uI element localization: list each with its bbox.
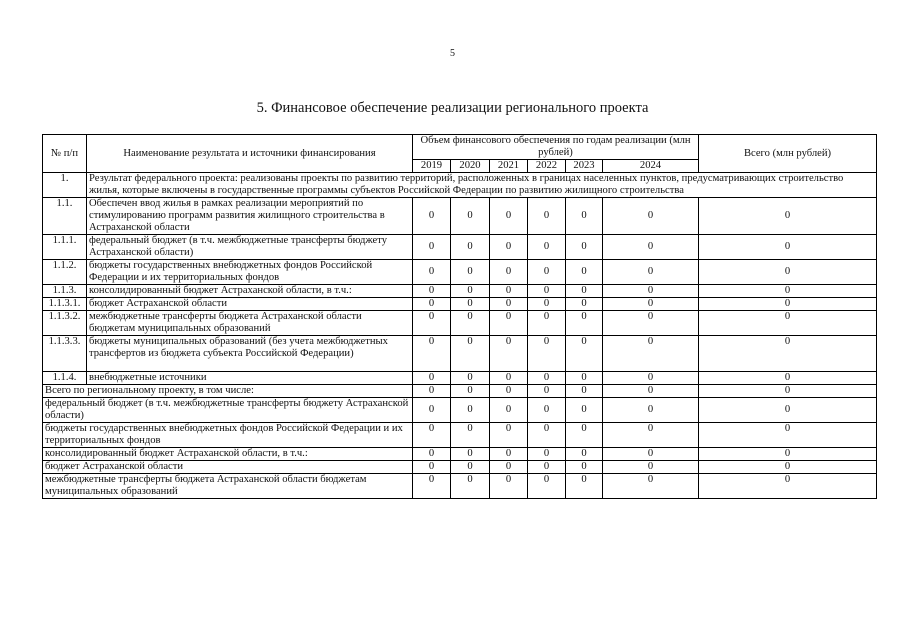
total-cell: 0 (699, 235, 877, 260)
value-cell: 0 (603, 385, 699, 398)
page-number: 5 (450, 48, 455, 59)
row-num: 1.1.3.3. (43, 336, 87, 372)
value-cell: 0 (413, 474, 451, 499)
value-cell: 0 (566, 235, 603, 260)
value-cell: 0 (490, 336, 528, 372)
header-name: Наименование результата и источники финансирования (87, 135, 413, 173)
value-cell: 0 (413, 198, 451, 235)
value-cell: 0 (413, 298, 451, 311)
summary-row (43, 461, 877, 474)
result-row (43, 173, 877, 198)
summary-row (43, 474, 877, 499)
value-cell: 0 (603, 198, 699, 235)
row-num: 1.1.3.1. (43, 298, 87, 311)
value-cell: 0 (451, 260, 490, 285)
value-cell: 0 (490, 423, 528, 448)
total-cell: 0 (699, 260, 877, 285)
value-cell: 0 (451, 198, 490, 235)
value-cell: 0 (603, 235, 699, 260)
value-cell: 0 (528, 298, 566, 311)
header-year: 2022 (528, 160, 566, 173)
value-cell: 0 (451, 398, 490, 423)
row-num: 1.1.3.2. (43, 311, 87, 336)
value-cell: 0 (566, 423, 603, 448)
value-cell: 0 (566, 285, 603, 298)
value-cell: 0 (528, 385, 566, 398)
value-cell: 0 (413, 423, 451, 448)
total-cell: 0 (699, 372, 877, 385)
summary-name: Всего по региональному проекту, в том числе: (43, 385, 413, 398)
value-cell: 0 (451, 385, 490, 398)
value-cell: 0 (413, 260, 451, 285)
value-cell: 0 (528, 311, 566, 336)
header-year: 2024 (603, 160, 699, 173)
table-row (43, 336, 877, 372)
total-cell: 0 (699, 423, 877, 448)
header-volume: Объем финансового обеспечения по годам реализации (млн рублей) (413, 135, 699, 160)
value-cell: 0 (490, 298, 528, 311)
value-cell: 0 (451, 474, 490, 499)
value-cell: 0 (413, 461, 451, 474)
value-cell: 0 (603, 461, 699, 474)
value-cell: 0 (566, 385, 603, 398)
value-cell: 0 (413, 336, 451, 372)
summary-row (43, 385, 877, 398)
value-cell: 0 (528, 398, 566, 423)
value-cell: 0 (490, 260, 528, 285)
value-cell: 0 (490, 448, 528, 461)
table-row (43, 298, 877, 311)
row-name: бюджет Астраханской области (87, 298, 413, 311)
value-cell: 0 (528, 198, 566, 235)
value-cell: 0 (451, 235, 490, 260)
value-cell: 0 (490, 372, 528, 385)
value-cell: 0 (490, 398, 528, 423)
value-cell: 0 (566, 372, 603, 385)
summary-name: межбюджетные трансферты бюджета Астраханской области бюджетам муниципальных образований (43, 474, 413, 499)
table-row (43, 235, 877, 260)
row-num: 1.1.2. (43, 260, 87, 285)
total-cell: 0 (699, 336, 877, 372)
section-title: 5. Финансовое обеспечение реализации регионального проекта (256, 100, 649, 116)
value-cell: 0 (528, 260, 566, 285)
header-num: № п/п (43, 135, 87, 173)
value-cell: 0 (413, 372, 451, 385)
total-cell: 0 (699, 448, 877, 461)
value-cell: 0 (413, 285, 451, 298)
value-cell: 0 (490, 311, 528, 336)
summary-name: федеральный бюджет (в т.ч. межбюджетные трансферты бюджету Астраханской области) (43, 398, 413, 423)
value-cell: 0 (490, 285, 528, 298)
value-cell: 0 (566, 398, 603, 423)
table-row (43, 260, 877, 285)
header-year: 2023 (566, 160, 603, 173)
row-num: 1.1.4. (43, 372, 87, 385)
value-cell: 0 (566, 198, 603, 235)
total-cell: 0 (699, 298, 877, 311)
summary-name: бюджет Астраханской области (43, 461, 413, 474)
value-cell: 0 (528, 372, 566, 385)
financing-table (42, 134, 877, 499)
value-cell: 0 (528, 461, 566, 474)
value-cell: 0 (603, 311, 699, 336)
total-cell: 0 (699, 474, 877, 499)
value-cell: 0 (413, 448, 451, 461)
value-cell: 0 (566, 311, 603, 336)
value-cell: 0 (528, 474, 566, 499)
total-cell: 0 (699, 198, 877, 235)
total-cell: 0 (699, 311, 877, 336)
value-cell: 0 (603, 372, 699, 385)
table-row (43, 311, 877, 336)
table-row (43, 372, 877, 385)
value-cell: 0 (451, 372, 490, 385)
value-cell: 0 (528, 448, 566, 461)
value-cell: 0 (603, 260, 699, 285)
row-name: межбюджетные трансферты бюджета Астраханской области бюджетам муниципальных образований (87, 311, 413, 336)
value-cell: 0 (413, 235, 451, 260)
value-cell: 0 (566, 336, 603, 372)
value-cell: 0 (603, 423, 699, 448)
table-row (43, 198, 877, 235)
value-cell: 0 (528, 336, 566, 372)
value-cell: 0 (603, 474, 699, 499)
value-cell: 0 (603, 298, 699, 311)
row-num: 1. (43, 173, 87, 198)
total-cell: 0 (699, 385, 877, 398)
row-name: федеральный бюджет (в т.ч. межбюджетные трансферты бюджету Астраханской области) (87, 235, 413, 260)
value-cell: 0 (566, 461, 603, 474)
row-num: 1.1.3. (43, 285, 87, 298)
value-cell: 0 (603, 285, 699, 298)
value-cell: 0 (451, 461, 490, 474)
summary-row (43, 448, 877, 461)
total-cell: 0 (699, 285, 877, 298)
value-cell: 0 (603, 448, 699, 461)
value-cell: 0 (451, 298, 490, 311)
value-cell: 0 (413, 311, 451, 336)
value-cell: 0 (566, 298, 603, 311)
table-row (43, 285, 877, 298)
row-name: бюджеты муниципальных образований (без учета межбюджетных трансфертов из бюджета субъекта Российской Федерации) (87, 336, 413, 372)
value-cell: 0 (451, 311, 490, 336)
value-cell: 0 (451, 448, 490, 461)
result-text: Результат федерального проекта: реализованы проекты по развитию территорий, расположенных в границах населенных пунктов, предусматривающих строительство жилья, которые включены в государственные программы субъектов Российской Федерации по развитию жилищного строительства (87, 173, 877, 198)
value-cell: 0 (490, 385, 528, 398)
value-cell: 0 (413, 385, 451, 398)
value-cell: 0 (603, 398, 699, 423)
summary-row (43, 398, 877, 423)
summary-name: бюджеты государственных внебюджетных фондов Российской Федерации и их территориальных фондов (43, 423, 413, 448)
header-year: 2021 (490, 160, 528, 173)
value-cell: 0 (451, 285, 490, 298)
value-cell: 0 (528, 235, 566, 260)
row-num: 1.1. (43, 198, 87, 235)
value-cell: 0 (566, 260, 603, 285)
row-name: бюджеты государственных внебюджетных фондов Российской Федерации и их территориальных фондов (87, 260, 413, 285)
value-cell: 0 (528, 423, 566, 448)
value-cell: 0 (566, 474, 603, 499)
value-cell: 0 (490, 235, 528, 260)
value-cell: 0 (490, 474, 528, 499)
value-cell: 0 (566, 448, 603, 461)
row-name: Обеспечен ввод жилья в рамках реализации мероприятий по стимулированию программ развития жилищного строительства в Астраханской области (87, 198, 413, 235)
summary-row (43, 423, 877, 448)
value-cell: 0 (451, 423, 490, 448)
value-cell: 0 (603, 336, 699, 372)
header-year: 2019 (413, 160, 451, 173)
value-cell: 0 (413, 398, 451, 423)
total-cell: 0 (699, 461, 877, 474)
header-total: Всего (млн рублей) (699, 135, 877, 173)
row-name: внебюджетные источники (87, 372, 413, 385)
header-year: 2020 (451, 160, 490, 173)
row-name: консолидированный бюджет Астраханской области, в т.ч.: (87, 285, 413, 298)
value-cell: 0 (490, 198, 528, 235)
value-cell: 0 (451, 336, 490, 372)
total-cell: 0 (699, 398, 877, 423)
row-num: 1.1.1. (43, 235, 87, 260)
summary-name: консолидированный бюджет Астраханской области, в т.ч.: (43, 448, 413, 461)
value-cell: 0 (528, 285, 566, 298)
value-cell: 0 (490, 461, 528, 474)
